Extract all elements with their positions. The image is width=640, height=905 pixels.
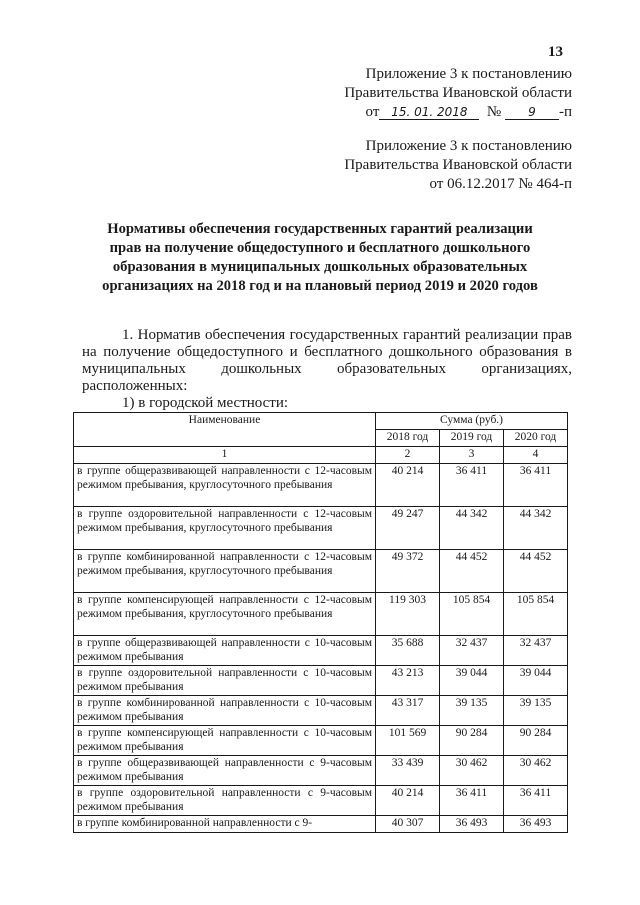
value-2019: 105 854 [440, 593, 504, 636]
value-2020: 44 452 [504, 550, 568, 593]
table-colnum-row [74, 447, 568, 464]
row-name: в группе общеразвивающей направленности с 12-часовым режимом пребывания, круглосуточного пребывания [74, 464, 376, 507]
value-2018: 33 439 [376, 756, 440, 786]
value-2019: 90 284 [440, 726, 504, 756]
number-label: № [486, 104, 502, 120]
column-number: 2 [376, 447, 440, 464]
row-name: в группе общеразвивающей направленности с 10-часовым режимом пребывания [74, 636, 376, 666]
table-row [74, 786, 568, 816]
table-row [74, 816, 568, 833]
header-year: 2019 год [440, 430, 504, 447]
value-2020: 90 284 [504, 726, 568, 756]
value-2019: 36 411 [440, 786, 504, 816]
value-2018: 49 247 [376, 507, 440, 550]
row-name: в группе компенсирующей направленности с 12-часовым режимом пребывания, круглосуточного пребывания [74, 593, 376, 636]
value-2020: 32 437 [504, 636, 568, 666]
value-2019: 39 044 [440, 666, 504, 696]
table-header-row [74, 413, 568, 430]
value-2018: 40 214 [376, 786, 440, 816]
table-row [74, 636, 568, 666]
appendix-new-line1: Приложение 3 к постановлению [365, 66, 572, 82]
value-2020: 36 493 [504, 816, 568, 833]
handwritten-date: 15. 01. 2018 [379, 105, 479, 120]
table-row [74, 464, 568, 507]
appendix-header-old [344, 137, 572, 194]
appendix-new-line2: Правительства Ивановской области [344, 85, 572, 101]
value-2019: 44 342 [440, 507, 504, 550]
row-name: в группе компенсирующей направленности с 10-часовым режимом пребывания [74, 726, 376, 756]
handwritten-number: 9 [505, 105, 559, 120]
column-number: 1 [74, 447, 376, 464]
appendix-old-line3: от 06.12.2017 № 464-п [429, 176, 572, 192]
value-2019: 30 462 [440, 756, 504, 786]
page-number: 13 [548, 44, 563, 60]
from-label: от [365, 104, 380, 120]
column-number: 4 [504, 447, 568, 464]
value-2019: 44 452 [440, 550, 504, 593]
value-2020: 39 135 [504, 696, 568, 726]
row-name: в группе комбинированной направленности с 9- [74, 816, 376, 833]
value-2020: 36 411 [504, 786, 568, 816]
appendix-header-new [344, 65, 572, 122]
header-sum: Сумма (руб.) [376, 413, 568, 430]
subitem-urban: 1) в городской местности: [122, 395, 289, 411]
value-2019: 39 135 [440, 696, 504, 726]
norms-table [73, 412, 568, 833]
value-2018: 101 569 [376, 726, 440, 756]
row-name: в группе общеразвивающей направленности с 9-часовым режимом пребывания [74, 756, 376, 786]
value-2020: 30 462 [504, 756, 568, 786]
table-row [74, 756, 568, 786]
table-row [74, 507, 568, 550]
table-row [74, 666, 568, 696]
row-name: в группе комбинированной направленности с 12-часовым режимом пребывания, круглосуточного пребывания [74, 550, 376, 593]
document-title: Нормативы обеспечения государственных гарантий реализации прав на получение общедоступного и бесплатного дошкольного образования в муниципальных дошкольных образовательных организациях на 2018 год и на плановый период 2019 и 2020 годов [102, 221, 538, 294]
row-name: в группе оздоровительной направленности с 12-часовым режимом пребывания, круглосуточного пребывания [74, 507, 376, 550]
row-name: в группе оздоровительной направленности с 10-часовым режимом пребывания [74, 666, 376, 696]
value-2019: 36 411 [440, 464, 504, 507]
appendix-old-line1: Приложение 3 к постановлению [365, 138, 572, 154]
value-2020: 44 342 [504, 507, 568, 550]
table-row [74, 593, 568, 636]
value-2020: 105 854 [504, 593, 568, 636]
appendix-old-line2: Правительства Ивановской области [344, 157, 572, 173]
value-2019: 32 437 [440, 636, 504, 666]
number-suffix: -п [558, 104, 572, 120]
appendix-new-date-line [344, 103, 572, 122]
value-2018: 43 317 [376, 696, 440, 726]
value-2018: 43 213 [376, 666, 440, 696]
table-row [74, 696, 568, 726]
value-2018: 35 688 [376, 636, 440, 666]
table-row [74, 550, 568, 593]
column-number: 3 [440, 447, 504, 464]
paragraph-1: 1. Норматив обеспечения государственных гарантий реализации прав на получение общедоступного и бесплатного дошкольного образования в муниципальных дошкольных образовательных организациях, расположенных: [82, 327, 572, 394]
row-name: в группе оздоровительной направленности с 9-часовым режимом пребывания [74, 786, 376, 816]
value-2019: 36 493 [440, 816, 504, 833]
value-2018: 40 307 [376, 816, 440, 833]
value-2020: 39 044 [504, 666, 568, 696]
header-year: 2020 год [504, 430, 568, 447]
header-name: Наименование [74, 413, 376, 447]
value-2018: 119 303 [376, 593, 440, 636]
table-row [74, 726, 568, 756]
header-year: 2018 год [376, 430, 440, 447]
row-name: в группе комбинированной направленности с 10-часовым режимом пребывания [74, 696, 376, 726]
value-2020: 36 411 [504, 464, 568, 507]
value-2018: 40 214 [376, 464, 440, 507]
value-2018: 49 372 [376, 550, 440, 593]
